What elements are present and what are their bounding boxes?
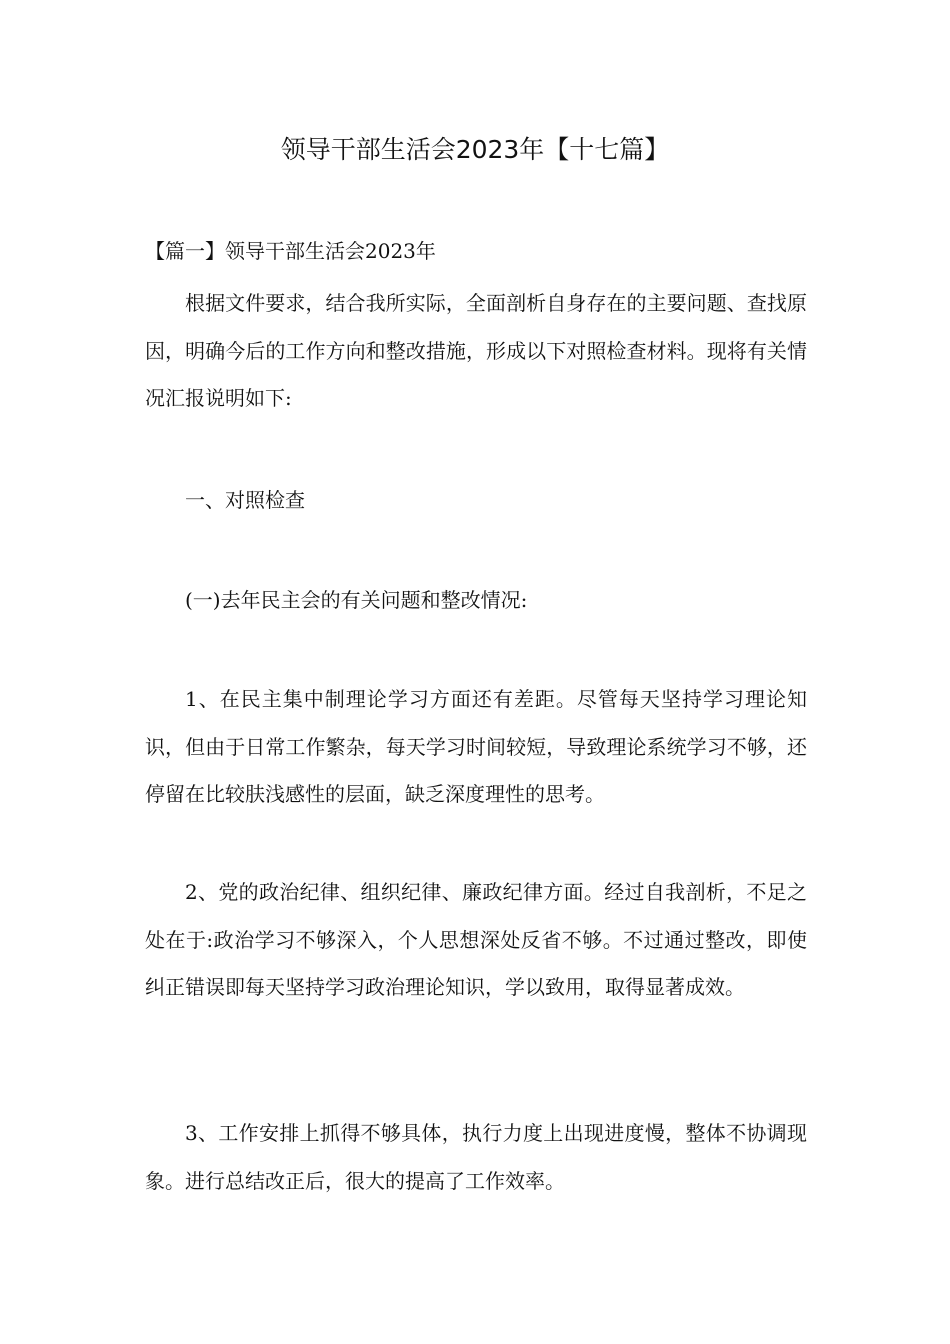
intro-paragraph: 根据文件要求，结合我所实际，全面剖析自身存在的主要问题、查找原因，明确今后的工作方向和整改措施，形成以下对照检查材料。现将有关情况汇报说明如下:: [145, 291, 807, 410]
subheading-last-year-issues: (一)去年民主会的有关问题和整改情况:: [185, 588, 528, 612]
list-item-1: 1、在民主集中制理论学习方面还有差距。尽管每天坚持学习理论知识，但由于日常工作繁杂，每天学习时间较短，导致理论系统学习不够，还停留在比较肤浅感性的层面，缺乏深度理性的思考。: [145, 687, 807, 806]
list-item-2: 2、党的政治纪律、组织纪律、廉政纪律方面。经过自我剖析，不足之处在于:政治学习不够深入，个人思想深处反省不够。不过通过整改，即使纠正错误即每天坚持学习政治理论知识，学以致用，取得显著成效。: [145, 880, 807, 999]
heading-review: 一、对照检查: [185, 488, 305, 512]
document-title: 领导干部生活会2023年【十七篇】: [280, 135, 670, 164]
list-item-3: 3、工作安排上抓得不够具体，执行力度上出现进度慢，整体不协调现象。进行总结改正后，很大的提高了工作效率。: [145, 1121, 807, 1193]
section-heading: 【篇一】领导干部生活会2023年: [145, 239, 436, 263]
